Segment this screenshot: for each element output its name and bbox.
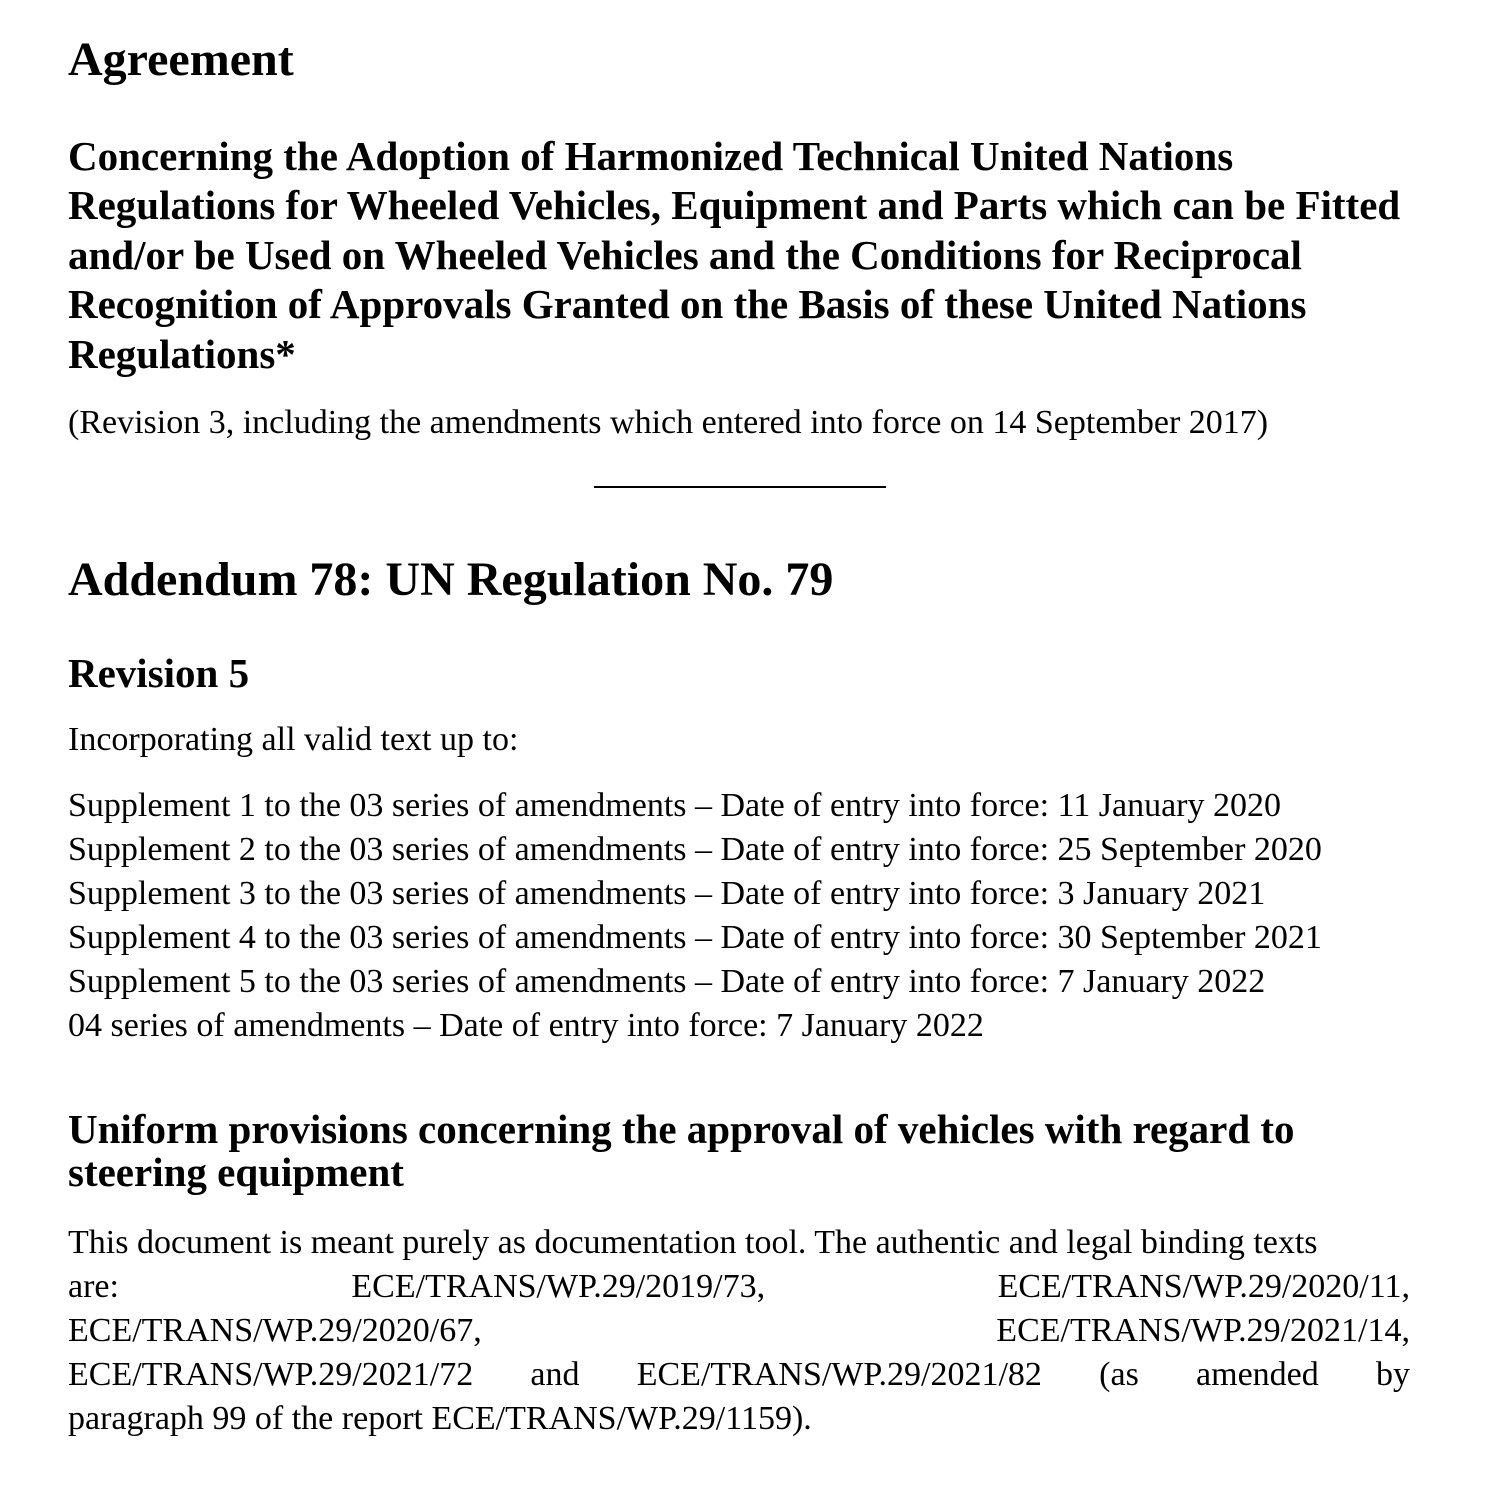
document-reference: ECE/TRANS/WP.29/2019/73, — [351, 1268, 766, 1305]
document-reference: ECE/TRANS/WP.29/2020/67, — [68, 1312, 482, 1349]
disclaimer-line-3 — [68, 1309, 1410, 1353]
document-reference: ECE/TRANS/WP.29/2021/14, — [996, 1312, 1410, 1349]
supplement-item: 04 series of amendments – Date of entry into force: 7 January 2022 — [68, 1007, 984, 1044]
disclaimer-word: are: — [68, 1268, 119, 1305]
incorporating-text: Incorporating all valid text up to: — [68, 721, 519, 758]
document-reference: ECE/TRANS/WP.29/2021/72 — [68, 1356, 474, 1393]
document-reference: ECE/TRANS/WP.29/2020/11, — [997, 1268, 1410, 1305]
agreement-title: Agreement — [68, 33, 294, 86]
supplement-item: Supplement 1 to the 03 series of amendments – Date of entry into force: 11 January 2020 — [68, 787, 1281, 824]
supplement-list — [68, 784, 1322, 1048]
disclaimer-paragraph — [68, 1221, 1410, 1441]
uniform-provisions-title: Uniform provisions concerning the approval of vehicles with regard to steering equipment — [68, 1106, 1295, 1195]
document-reference: ECE/TRANS/WP.29/2021/82 — [636, 1356, 1042, 1393]
addendum-title: Addendum 78: UN Regulation No. 79 — [68, 553, 834, 606]
revision-title: Revision 5 — [68, 650, 250, 696]
disclaimer-word: and — [530, 1356, 580, 1393]
supplement-item: Supplement 3 to the 03 series of amendments – Date of entry into force: 3 January 2021 — [68, 875, 1266, 912]
supplement-item: Supplement 2 to the 03 series of amendments – Date of entry into force: 25 September 2020 — [68, 831, 1322, 868]
disclaimer-word: (as — [1099, 1356, 1139, 1393]
revision-note: (Revision 3, including the amendments which entered into force on 14 September 2017) — [68, 404, 1269, 441]
divider — [594, 486, 886, 488]
disclaimer-line-4 — [68, 1353, 1410, 1397]
disclaimer-line-5: paragraph 99 of the report ECE/TRANS/WP.29/1159). — [68, 1400, 812, 1437]
disclaimer-line-2 — [68, 1265, 1410, 1309]
agreement-subtitle: Concerning the Adoption of Harmonized Technical United Nations Regulations for Wheeled Vehicles, Equipment and Parts which can be Fitted and/or be Used on Wheeled Vehicles and the Conditions for Reciprocal Recognition of Approvals Granted on the Basis of these United Nations Regulations* — [68, 133, 1401, 377]
supplement-item: Supplement 4 to the 03 series of amendments – Date of entry into force: 30 September 2021 — [68, 919, 1322, 956]
supplement-item: Supplement 5 to the 03 series of amendments – Date of entry into force: 7 January 2022 — [68, 963, 1266, 1000]
disclaimer-word: amended — [1196, 1356, 1319, 1393]
disclaimer-word: by — [1375, 1356, 1410, 1393]
disclaimer-line-1: This document is meant purely as documentation tool. The authentic and legal binding texts — [68, 1224, 1318, 1261]
